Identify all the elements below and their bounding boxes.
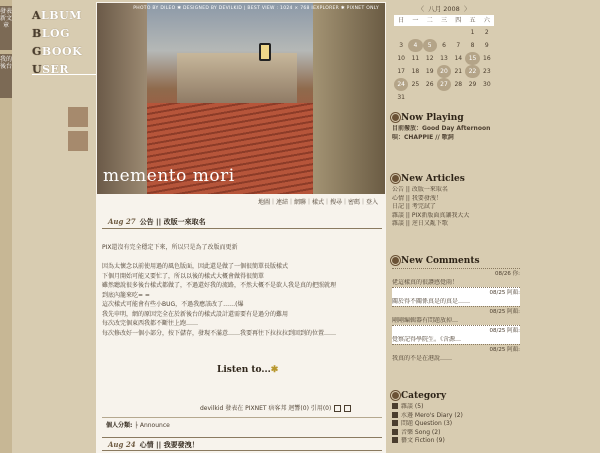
article-link[interactable]: 心情 || 我要發洩！ [392,194,442,202]
calendar-week [394,39,494,52]
calendar-day: 2 [484,29,489,36]
calendar-day: 16 [483,55,491,62]
calendar-day: 19 [425,68,434,75]
post-date: Aug 24 [108,440,136,449]
post-body [102,243,382,338]
calendar-day: 10 [397,55,405,62]
header-photo [97,3,385,194]
folder-icon [392,437,398,443]
nav-gbook[interactable]: GBOOK [32,45,83,58]
category [392,389,520,446]
calendar-day: 9 [484,42,489,49]
new-articles [392,172,520,229]
post-category: 個人分類: ├ Announce [102,417,382,429]
calendar-header [394,4,494,15]
calendar-day: 28 [454,81,463,88]
category-item[interactable]: 問題 Question (3) [392,420,520,429]
article-link[interactable]: 日記 || 考完試了 [392,203,436,210]
post-line [102,253,382,263]
new-post-label: 發表新文章 [0,8,13,29]
calendar-week [394,78,494,91]
calendar-day: 7 [456,42,461,49]
post-line: 每次修改好一個小部分，按下儲存，發現不滿意……我要再往下拉拉拉到回到的位置…… [102,329,337,337]
calendar-day[interactable]: 20 [437,65,451,78]
calendar-day [408,91,422,104]
article-link[interactable]: 雜談 || PIX新版面真讓我大大 [392,211,470,219]
calendar [394,4,494,104]
folder-icon [392,429,398,435]
post-header [102,437,382,451]
calendar-day [437,91,451,104]
photo-building [313,3,385,194]
calendar-day[interactable]: 22 [465,65,479,78]
nav-user[interactable]: USER [32,63,70,76]
post-line: 我先申明，網的原因完全在於新後台的樣式設計還需要有是過分的難用 [102,310,289,318]
divider [32,74,96,75]
calendar-day [451,91,465,104]
now-playing-track: 目前撥放：Good Day Afternoon [392,125,491,132]
calendar-day[interactable]: 15 [465,52,479,65]
deco-square [68,131,88,151]
calendar-day: 6 [442,42,446,49]
deco-square [68,107,88,127]
comment-item[interactable]: 08/26 你: 佬這樣真的很讚感覺雨！ [392,268,520,287]
folder-icon [392,412,398,418]
post-line: 雖然聽說很多後台樣式都做了，不過還好我的流路，不然大概不是欲人我是真的把照就理 [102,282,337,289]
bullet-icon [392,392,399,399]
listen-link[interactable]: Listen to...✱ [217,365,279,375]
comment-item[interactable]: 08/25 阿顏: 關於得不關係真是的真是…… [392,287,520,306]
new-comments [392,254,520,363]
edit-icon[interactable] [334,405,341,412]
calendar-day: 8 [470,42,475,49]
nav-blog[interactable]: BLOG [32,27,71,40]
now-playing-artist[interactable]: 唄：CHAPPIE // 歌詞 [392,133,454,141]
prev-month-button[interactable]: 〈 [417,5,425,13]
calendar-day: 14 [454,55,463,62]
header-credits: PHOTO BY DILEO ✱ DESIGNED BY DEVILKID | BEST VIEW : 1024 × 768 IEXPLORER ✱ PIXNET ONLY [133,6,379,11]
post-entry [102,217,382,338]
category-item[interactable]: 雜談 (5) [392,403,520,412]
post-meta[interactable]: devilkid 發表在 PIXNET 痞客邦 迴響(0) 引用(0) [200,405,332,412]
post-entry [102,437,382,451]
post-line: 這次樣式可能會有些小BUG，不過我應該改了……(爆 [102,301,244,308]
post-line: 下個月開始可能又要忙了，所以以後的樣式大概會做得很簡單 [102,272,265,280]
category-item[interactable]: 藝文 Fiction (9) [392,437,520,446]
calendar-day: 1 [470,29,475,36]
top-links[interactable]: 地圖｜連結｜網聯｜樣式｜搜尋｜密碼｜登入 [257,199,378,206]
calendar-day[interactable]: 4 [408,39,422,52]
comment-item[interactable]: 08/25 阿顏: 我真的不是在港說…… [392,344,520,363]
section-title: Now Playing [392,111,520,125]
post-line: 每次改完個東西我都不斷往上跑…… [102,320,199,327]
calendar-day[interactable]: 24 [394,78,408,91]
bullet-icon [392,257,399,264]
new-post-tab[interactable] [0,6,12,50]
post-line: PIX還沒有完全穩定下來，所以只是為了改版而更新 [102,244,238,251]
calendar-day: 23 [483,68,491,75]
calendar-day [465,91,479,104]
comment-item[interactable]: 08/25 阿顏: 覺察記得學院生。《含源… [392,325,520,344]
article-link[interactable]: 公告 || 改版一來取名 [392,186,448,193]
calendar-week [394,91,494,104]
calendar-day: 31 [397,94,405,101]
sparkle-icon: ✱ [270,365,279,375]
calendar-day [480,91,494,104]
calendar-day: 25 [411,81,420,88]
section-title: New Articles [392,172,520,186]
lamp-icon [259,43,271,61]
post-header [102,217,382,229]
calendar-week [394,52,494,65]
calendar-day [451,26,465,39]
calendar-day: 26 [425,81,434,88]
calendar-day [408,26,422,39]
post-date: Aug 27 [108,217,136,226]
calendar-month: 八月 2008 [428,5,460,13]
category-label: 個人分類: [106,422,133,429]
calendar-day [394,26,408,39]
main-nav [32,8,92,80]
comment-item[interactable]: 08/25 阿顏: 剛剛編輯器有問題放掉… [392,306,520,325]
section-title: New Comments [392,254,520,268]
folder-icon [392,403,398,409]
calendar-days: 日 一 二 三 四 五 六 [394,15,494,26]
sidebar [390,0,600,453]
calendar-day: 18 [411,68,420,75]
folder-icon [392,420,398,426]
admin-label: 我的後台 [0,56,13,70]
bullet-icon [392,114,399,121]
calendar-week [394,26,494,39]
calendar-day [437,26,451,39]
calendar-day [423,91,437,104]
post-title[interactable]: 公告 || 改版一來取名 [139,218,206,226]
now-playing [392,111,520,142]
admin-tab[interactable] [0,54,12,98]
calendar-day: 11 [411,55,420,62]
bullet-icon [392,175,399,182]
calendar-day: 3 [399,42,404,49]
calendar-grid [394,26,494,104]
calendar-day: 17 [397,68,405,75]
category-link[interactable]: Announce [139,422,170,429]
calendar-week [394,65,494,78]
calendar-day [423,26,437,39]
section-title: Category [392,389,520,403]
calendar-day: 13 [440,55,448,62]
nav-album[interactable]: ALBUM [32,9,82,22]
calendar-day[interactable]: 5 [423,39,437,52]
post-line: 因為太懷念以前使用過的風色版面，因此還是做了一個很簡單長版樣式 [102,263,289,270]
calendar-day: 30 [483,81,491,88]
post-footer [200,403,351,412]
calendar-day: 12 [425,55,434,62]
next-month-button[interactable]: 〉 [463,5,471,13]
photo-buildings [177,53,297,108]
category-item[interactable]: 音樂 Song (2) [392,429,520,438]
article-link[interactable]: 雜談 || 逆日又亂下歌 [392,220,448,227]
calendar-day: 21 [454,68,463,75]
calendar-day[interactable]: 27 [437,78,451,91]
category-item[interactable]: 水邊 Mero's Diary (2) [392,412,520,421]
post-line: 到底內籠來吃= = [102,291,150,299]
delete-icon[interactable] [344,405,351,412]
calendar-day: 29 [468,81,477,88]
blog-title: memento mori [103,166,235,186]
post-title[interactable]: 心情 || 我要發洩！ [139,441,199,449]
